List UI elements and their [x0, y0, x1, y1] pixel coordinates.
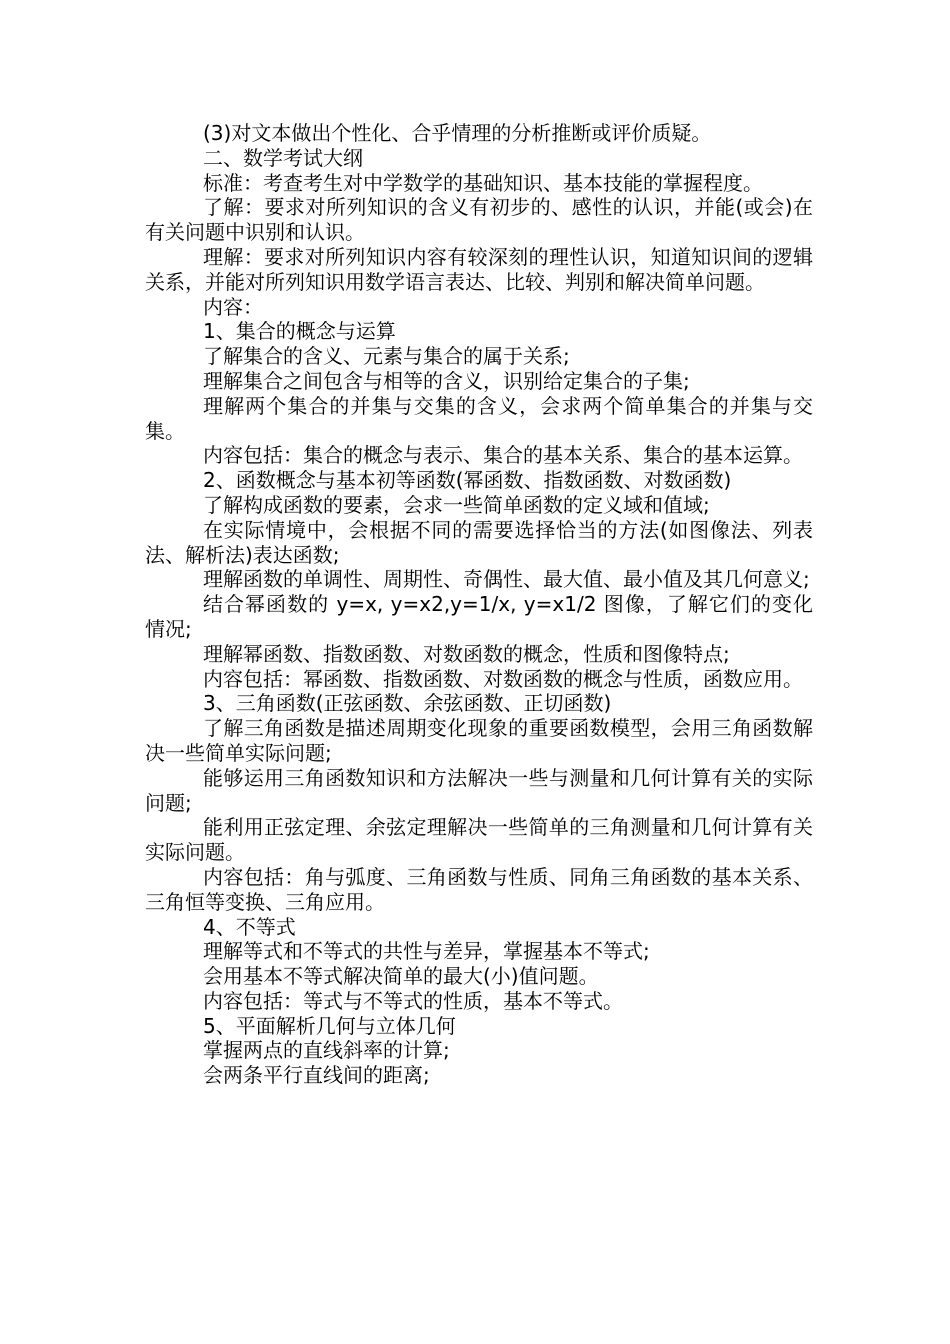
paragraph: 理解集合之间包含与相等的含义，识别给定集合的子集;: [203, 368, 690, 393]
paragraph: 结合幂函数的 y=x, y=x2,y=1/x, y=x1/2 图像，了解它们的变化情况;: [145, 592, 813, 641]
paragraph: 标准：考查考生对中学数学的基础知识、基本技能的掌握程度。: [203, 170, 763, 195]
paragraph: 理解等式和不等式的共性与差异，掌握基本不等式;: [203, 939, 650, 964]
subheading-sets: 1、集合的概念与运算: [203, 319, 396, 344]
paragraph: 了解构成函数的要素，会求一些简单函数的定义域和值域;: [203, 492, 710, 517]
section-heading-math-syllabus: 二、数学考试大纲: [203, 145, 363, 170]
paragraph: 在实际情境中，会根据不同的需要选择恰当的方法(如图像法、列表法、解析法)表达函数;: [145, 517, 813, 567]
paragraph: (3)对文本做出个性化、合乎情理的分析推断或评价质疑。: [203, 121, 712, 145]
paragraph: 了解：要求对所列知识的含义有初步的、感性的认识，并能(或会)在有关问题中识别和认识。: [145, 195, 813, 245]
paragraph: 理解幂函数、指数函数、对数函数的概念，性质和图像特点;: [203, 641, 730, 666]
subheading-functions: 2、函数概念与基本初等函数(幂函数、指数函数、对数函数): [203, 468, 732, 493]
paragraph: 能够运用三角函数知识和方法解决一些与测量和几何计算有关的实际问题;: [145, 765, 813, 815]
paragraph: 会用基本不等式解决简单的最大(小)值问题。: [203, 964, 599, 989]
paragraph: 内容包括：集合的概念与表示、集合的基本关系、集合的基本运算。: [203, 443, 803, 468]
paragraph: 内容包括：等式与不等式的性质，基本不等式。: [203, 988, 623, 1013]
paragraph: 内容包括：幂函数、指数函数、对数函数的概念与性质，函数应用。: [203, 666, 803, 691]
paragraph: 了解三角函数是描述周期变化现象的重要函数模型，会用三角函数解决一些简单实际问题;: [145, 716, 813, 765]
document-body: [145, 121, 813, 1088]
subheading-geometry: 5、平面解析几何与立体几何: [203, 1013, 456, 1038]
subheading-trigonometry: 3、三角函数(正弦函数、余弦函数、正切函数): [203, 691, 612, 716]
paragraph: 内容：: [203, 294, 263, 319]
paragraph: 理解函数的单调性、周期性、奇偶性、最大值、最小值及其几何意义;: [203, 567, 810, 592]
paragraph: 掌握两点的直线斜率的计算;: [203, 1038, 450, 1063]
subheading-inequalities: 4、不等式: [203, 914, 296, 939]
paragraph: 理解：要求对所列知识内容有较深刻的理性认识，知道知识间的逻辑关系，并能对所列知识用数学语言表达、比较、判别和解决简单问题。: [145, 244, 813, 294]
paragraph: 理解两个集合的并集与交集的含义，会求两个简单集合的并集与交集。: [145, 393, 813, 443]
paragraph: 内容包括：角与弧度、三角函数与性质、同角三角函数的基本关系、三角恒等变换、三角应用。: [145, 864, 813, 914]
paragraph: 能利用正弦定理、余弦定理解决一些简单的三角测量和几何计算有关实际问题。: [145, 815, 813, 865]
paragraph: 了解集合的含义、元素与集合的属于关系;: [203, 344, 570, 369]
paragraph: 会两条平行直线间的距离;: [203, 1063, 430, 1088]
